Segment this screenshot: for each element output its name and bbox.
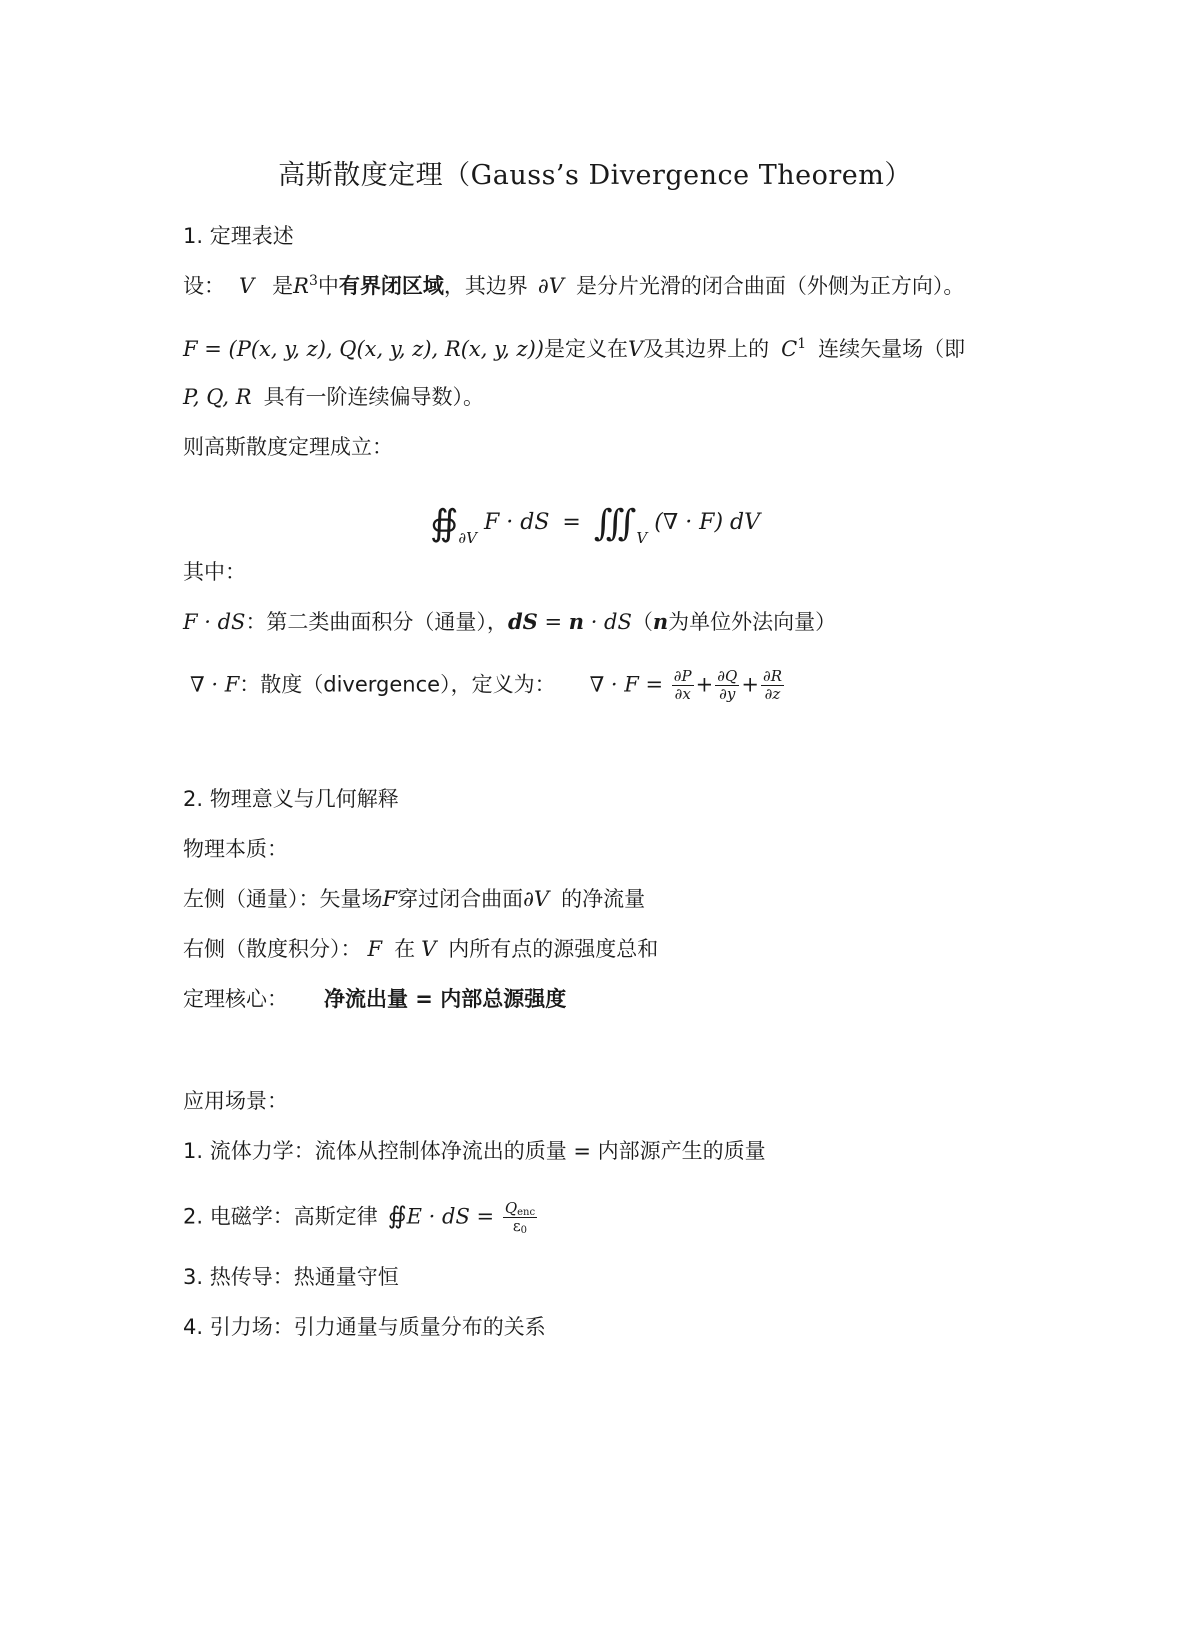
frac-den: ∂y	[719, 685, 736, 703]
text: 2. 电磁学：高斯定律	[183, 1204, 378, 1229]
fraction-Q-eps	[503, 1200, 537, 1235]
application-item: 4. 引力场：引力通量与质量分布的关系	[183, 1315, 546, 1339]
text: 是	[272, 274, 294, 298]
text: 在	[394, 937, 416, 961]
text: ：散度（divergence），定义为：	[239, 672, 556, 697]
math-R: R	[293, 274, 309, 298]
text: 左侧（通量）：矢量场	[183, 887, 383, 911]
text: 为单位外法向量）	[668, 610, 837, 634]
math-expr: E · dS =	[406, 1204, 495, 1229]
math-F: F	[367, 937, 383, 961]
math-F: F	[382, 887, 398, 911]
frac-num: ∂P	[673, 667, 692, 685]
volume-integral-symbol: ∭	[593, 503, 637, 544]
frac-den: ∂x	[674, 685, 691, 703]
integral-subscript: ∂V	[458, 529, 477, 547]
divergence-formula	[0, 503, 1190, 558]
applications-heading: 应用场景：	[183, 1089, 288, 1113]
surface-integral-symbol: ∯	[430, 503, 459, 544]
text: ，其边界	[443, 274, 528, 298]
text: ：第二类曲面积分（通量），	[245, 610, 508, 634]
right-side-line	[183, 935, 658, 963]
flux-definition	[183, 608, 836, 636]
left-side-line	[183, 885, 645, 913]
text: 及其边界上的	[643, 337, 770, 361]
math-C: C	[781, 337, 798, 361]
divergence-definition	[190, 668, 786, 703]
equals: =	[562, 510, 581, 535]
math-exp: 1	[797, 336, 807, 352]
essence-line: 物理本质：	[183, 837, 288, 861]
section-heading-theorem: 1. 定理表述	[183, 224, 294, 248]
sub: enc	[517, 1207, 536, 1218]
application-item	[183, 1200, 539, 1235]
math-F-def: F = (P(x, y, z), Q(x, y, z), R(x, y, z))	[183, 337, 544, 361]
text: 是定义在	[543, 337, 628, 361]
formula-lhs: F · dS	[484, 510, 550, 535]
plus: +	[741, 672, 759, 697]
frac-den: ∂z	[764, 685, 781, 703]
math-bold: dS	[507, 609, 538, 634]
math-bold: n	[652, 609, 669, 634]
math-expr: ∇ · F =	[589, 672, 664, 697]
text: 右侧（散度积分）：	[183, 937, 362, 961]
frac-den: ε	[512, 1217, 521, 1235]
equals: =	[537, 610, 569, 634]
fraction-dP-dx	[672, 668, 694, 703]
math-V: V	[239, 274, 255, 298]
text: （	[631, 610, 653, 634]
text: 具有一阶连续偏导数）。	[263, 385, 485, 409]
math-V: V	[421, 937, 437, 961]
math-boundary: ∂V	[523, 887, 550, 911]
frac-num: Q	[504, 1199, 518, 1217]
text: 设：	[183, 274, 225, 298]
text: 的净流量	[561, 887, 646, 911]
text: 中	[317, 274, 339, 298]
math-boundary: ∂V	[537, 274, 564, 298]
surface-integral-symbol: ∯	[387, 1201, 407, 1230]
fraction-dQ-dy	[715, 668, 739, 703]
core-line	[183, 985, 566, 1013]
text: 内所有点的源强度总和	[448, 937, 659, 961]
page-title: 高斯散度定理（Gauss’s Divergence Theorem）	[278, 160, 912, 191]
math-exp: 3	[308, 273, 318, 289]
text: 连续矢量场（即	[818, 337, 966, 361]
text: 是分片光滑的闭合曲面（外侧为正方向）。	[575, 274, 965, 298]
theorem-setup-line	[183, 272, 964, 300]
sub: 0	[520, 1225, 528, 1236]
math-expr: ∇ · F	[190, 672, 240, 697]
core-statement: 净流出量 = 内部总源强度	[324, 987, 567, 1011]
application-item: 3. 热传导：热通量守恒	[183, 1265, 399, 1289]
frac-num: ∂Q	[717, 667, 738, 685]
application-item: 1. 流体力学：流体从控制体净流出的质量 = 内部源产生的质量	[183, 1139, 766, 1163]
math-expr: F · dS	[183, 610, 246, 634]
math-V: V	[627, 337, 644, 361]
math-PQR: P, Q, R	[183, 385, 252, 409]
section-heading-physics: 2. 物理意义与几何解释	[183, 787, 399, 811]
math-expr: · dS	[584, 610, 632, 634]
text: 穿过闭合曲面	[397, 887, 524, 911]
where-line: 其中：	[183, 560, 246, 584]
bold-term: 有界闭区域	[338, 274, 444, 298]
math-bold: n	[568, 609, 585, 634]
field-definition-line	[183, 335, 965, 363]
plus: +	[695, 672, 714, 697]
fraction-dR-dz	[761, 668, 784, 703]
then-line: 则高斯散度定理成立：	[183, 435, 393, 459]
formula-rhs: (∇ · F) dV	[654, 510, 760, 535]
text: 定理核心：	[183, 987, 288, 1011]
frac-num: ∂R	[762, 667, 782, 685]
field-definition-cont	[183, 383, 484, 411]
integral-subscript: V	[636, 529, 648, 547]
